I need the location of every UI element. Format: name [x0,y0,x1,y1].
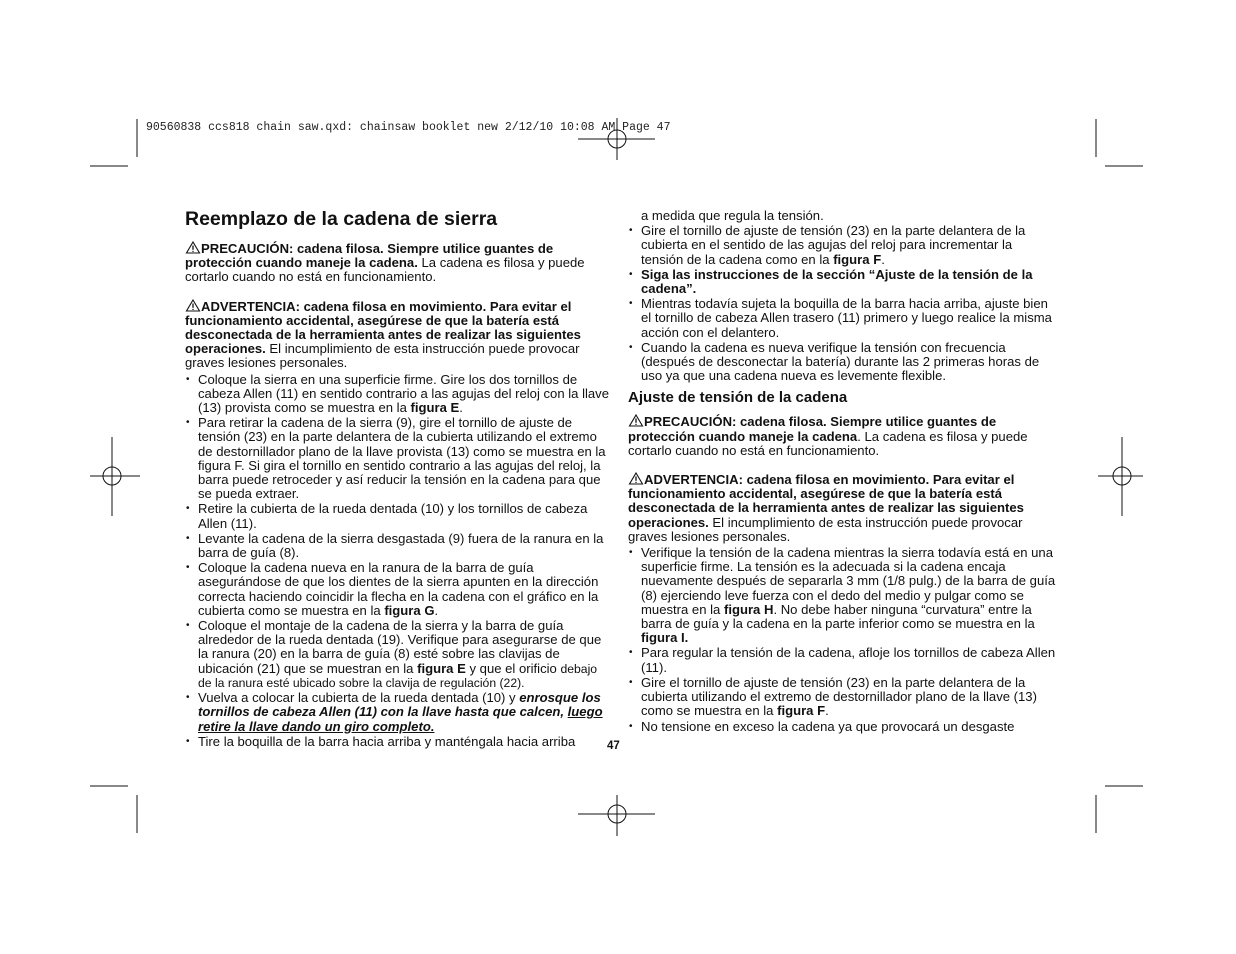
warning-note [185,299,613,371]
list-item: • Coloque la cadena nueva en la ranura de la barra de guía asegurándose de que los dientes de la sierra apunten en la dirección correcta haciendo coincidir la flecha en la cadena con el gráfico en la cubierta como se muestra en la figura G. [185,561,613,618]
caution-bold: PRECAUCIÓN: cadena filosa. Siempre utilice guantes de protección cuando maneje la cadena. [185,241,554,271]
warning-note [628,472,1056,544]
list-item: • No tensione en exceso la cadena ya que provocará un desgaste [628,720,1056,734]
warning-triangle-icon [628,472,644,485]
warning-text: El incumplimiento de esta instrucción puede provocar graves lesiones personales. [185,341,580,371]
tension-instruction-list [628,546,1056,734]
list-item: • Gire el tornillo de ajuste de tensión (23) en la parte delantera de la cubierta utilizando el extremo de destornillador plano de la llave (13) como se muestra en la figura F. [628,676,1056,719]
instruction-list-continued [628,209,1056,383]
warning-triangle-icon [185,299,201,312]
caution-note [628,414,1056,458]
caution-text: . La cadena es filosa y puede cortarlo cuando no está en funcionamiento. [628,428,1028,458]
list-item: • Mientras todavía sujeta la boquilla de la barra hacia arriba, ajuste bien el tornillo de cabeza Allen trasero (11) primero y luego realice la misma acción con el delantero. [628,297,1056,340]
list-item: • Tire la boquilla de la barra hacia arriba y manténgala hacia arriba [185,735,613,749]
list-item: • Coloque la sierra en una superficie firme. Gire los dos tornillos de cabeza Allen (11) en sentido contrario a las agujas del reloj con la llave (13) provista como se muestra en la figura E. [185,373,613,416]
caution-bold: PRECAUCIÓN: cadena filosa. Siempre utilice guantes de protección cuando maneje la cadena [628,414,997,444]
list-item: • Cuando la cadena es nueva verifique la tensión con frecuencia (después de desconectar la batería) durante las 2 primeras horas de uso ya que una cadena nueva es levemente flexible. [628,341,1056,384]
list-item: • Verifique la tensión de la cadena mientras la sierra todavía está en una superficie firme. La tensión es la adecuada si la cadena encaja nuevamente después de separarla 3 mm (1/8 pulg.) de la barra de guía (8) ejerciendo leve fuerza con el dedo del medio y pulgar como se muestra en la figura H. No debe haber ninguna “curvatura” entre la barra de guía y la cadena en la parte inferior como se muestra en la figura I. [628,546,1056,645]
list-item: • Vuelva a colocar la cubierta de la rueda dentada (10) y enrosque los tornillos de cabeza Allen (11) con la llave hasta que calcen, luego retire la llave dando un giro completo. [185,691,613,734]
list-item: • Siga las instrucciones de la sección “Ajuste de la tensión de la cadena”. [628,268,1056,296]
warning-triangle-icon [185,241,201,254]
section-title: Reemplazo de la cadena de sierra [185,208,498,230]
list-item: • Para retirar la cadena de la sierra (9), gire el tornillo de ajuste de tensión (23) en la parte delantera de la cubierta utilizando el extremo de destornillador plano de la llave provista (13) como se muestra en la figura F. Si gira el tornillo en sentido contrario a las agujas del reloj, la barra puede retroceder y así reducir la tensión en la cadena para que se pueda extraer. [185,416,613,501]
page-number: 47 [607,740,620,752]
instruction-list [185,373,613,749]
caution-note [185,241,613,285]
list-item-continuation: a medida que regula la tensión. [641,208,824,223]
caution-text: La cadena es filosa y puede cortarlo cuando no está en funcionamiento. [185,255,585,285]
warning-text: El incumplimiento de esta instrucción puede provocar graves lesiones personales. [628,514,1023,544]
list-item: • Para regular la tensión de la cadena, afloje los tornillos de cabeza Allen (11). [628,646,1056,674]
warning-bold: ADVERTENCIA: cadena filosa en movimiento. Para evitar el funcionamiento accidental, asegúrese de que la batería está desconectada de la herramienta antes de realizar las siguientes operaciones. [185,298,581,357]
subsection-title: Ajuste de tensión de la cadena [628,389,848,407]
list-item: • Levante la cadena de la sierra desgastada (9) fuera de la ranura en la barra de guía (8). [185,532,613,560]
file-slug: 90560838 ccs818 chain saw.qxd: chainsaw booklet new 2/12/10 10:08 AM Page 47 [146,121,671,134]
list-item: • Coloque el montaje de la cadena de la sierra y la barra de guía alrededor de la rueda dentada (19). Verifique para asegurarse de que la ranura (20) en la barra de guía (8) esté sobre las clavijas de ubicación (21) que se muestran en la figura E y que el orificio debajo de la ranura esté ubicado sobre la clavija de regulación (22). [185,619,613,690]
list-item: • Retire la cubierta de la rueda dentada (10) y los tornillos de cabeza Allen (11). [185,502,613,530]
right-column [628,209,1056,735]
warning-bold: ADVERTENCIA: cadena filosa en movimiento. Para evitar el funcionamiento accidental, asegúrese de que la batería está desconectada de la herramienta antes de realizar las siguientes operaciones. [628,472,1024,530]
list-item: • Gire el tornillo de ajuste de tensión (23) en la parte delantera de la cubierta en el sentido de las agujas del reloj para incrementar la tensión de la cadena como en la figura F. [628,224,1056,267]
left-column [185,207,613,750]
warning-triangle-icon [628,414,644,427]
